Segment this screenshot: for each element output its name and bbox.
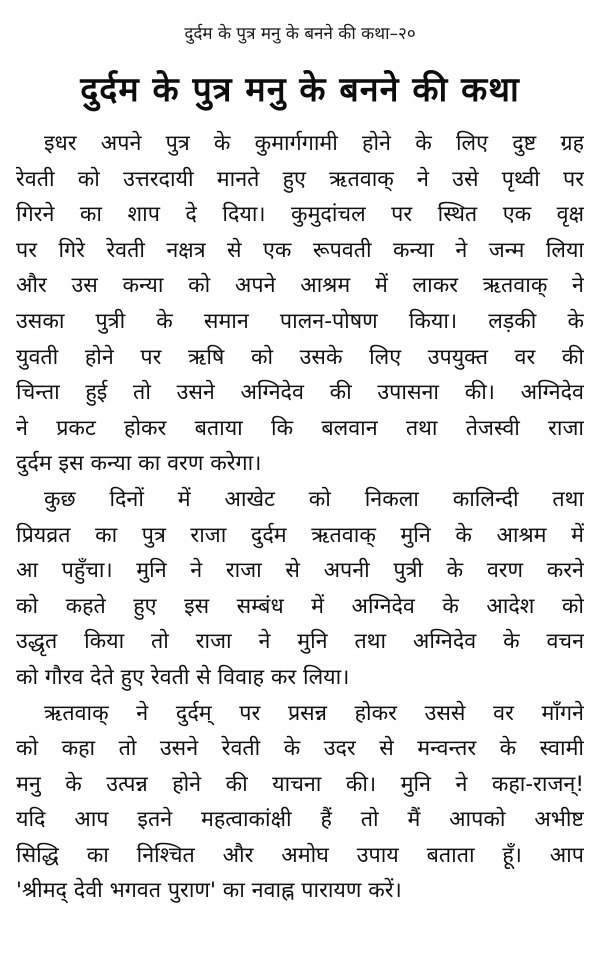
text-line: ने प्रकट होकर बताया कि बलवान तथा तेजस्वी राजा <box>16 415 584 441</box>
text-line: उद्धृत किया तो राजा ने मुनि तथा अग्निदेव के वचन <box>16 629 584 655</box>
paragraph-3 <box>16 696 584 910</box>
text-line: गिरने का शाप दे दिया। कुमुदांचल पर स्थित एक वृक्ष <box>16 202 584 228</box>
paragraph-2 <box>16 482 584 696</box>
text-line: को कहा तो उसने रेवती के उदर से मन्वन्तर के स्वामी <box>16 736 584 762</box>
text-line: पर गिरे रेवती नक्षत्र से एक रूपवती कन्या ने जन्म लिया <box>16 237 584 263</box>
text-line: युवती होने पर ऋषि को उसके लिए उपयुक्त वर की <box>16 344 584 370</box>
text-line: मनु के उत्पन्न होने की याचना की। मुनि ने कहा-राजन्! <box>16 771 584 797</box>
body-text <box>16 126 584 909</box>
paragraph-1 <box>16 126 584 482</box>
text-line: और उस कन्या को अपने आश्रम में लाकर ऋतवाक् ने <box>16 273 584 299</box>
text-line: दुर्दम इस कन्या का वरण करेगा। <box>16 451 262 477</box>
text-line: सिद्धि का निश्चित और अमोघ उपाय बताता हूँ। आप <box>16 842 584 868</box>
text-line: आ पहुँचा। मुनि ने राजा से अपनी पुत्री के वरण करने <box>16 558 584 584</box>
text-line: 'श्रीमद् देवी भगवत पुराण' का नवाह्न पारायण करें। <box>16 878 402 904</box>
text-line: को गौरव देते हुए रेवती से विवाह कर लिया। <box>16 664 350 690</box>
text-line: को कहते हुए इस सम्बंध में अग्निदेव के आदेश को <box>16 593 584 619</box>
chapter-title: दुर्दम के पुत्र मनु के बनने की कथा <box>80 70 520 110</box>
text-line: इधर अपने पुत्र के कुमार्गगामी होने के लिए दुष्ट ग्रह <box>44 131 584 156</box>
text-line: रेवती को उत्तरदायी मानते हुए ऋतवाक् ने उसे पृथ्वी पर <box>16 166 584 192</box>
text-line: ऋतवाक् ने दुर्दम् पर प्रसन्न होकर उससे वर माँगने <box>44 700 584 726</box>
running-header: दुर्दम के पुत्र मनु के बनने की कथा–२० <box>184 24 416 44</box>
text-line: उसका पुत्री के समान पालन-पोषण किया। लड़की के <box>16 308 584 334</box>
text-line: प्रियव्रत का पुत्र राजा दुर्दम ऋतवाक् मुनि के आश्रम में <box>16 522 584 548</box>
text-line: कुछ दिनों में आखेट को निकला कालिन्दी तथा <box>44 486 584 512</box>
text-line: यदि आप इतने महत्वाकांक्षी हैं तो मैं आपको अभीष्ट <box>16 807 584 833</box>
text-line: चिन्ता हुई तो उसने अग्निदेव की उपासना की। अग्निदेव <box>16 380 584 406</box>
